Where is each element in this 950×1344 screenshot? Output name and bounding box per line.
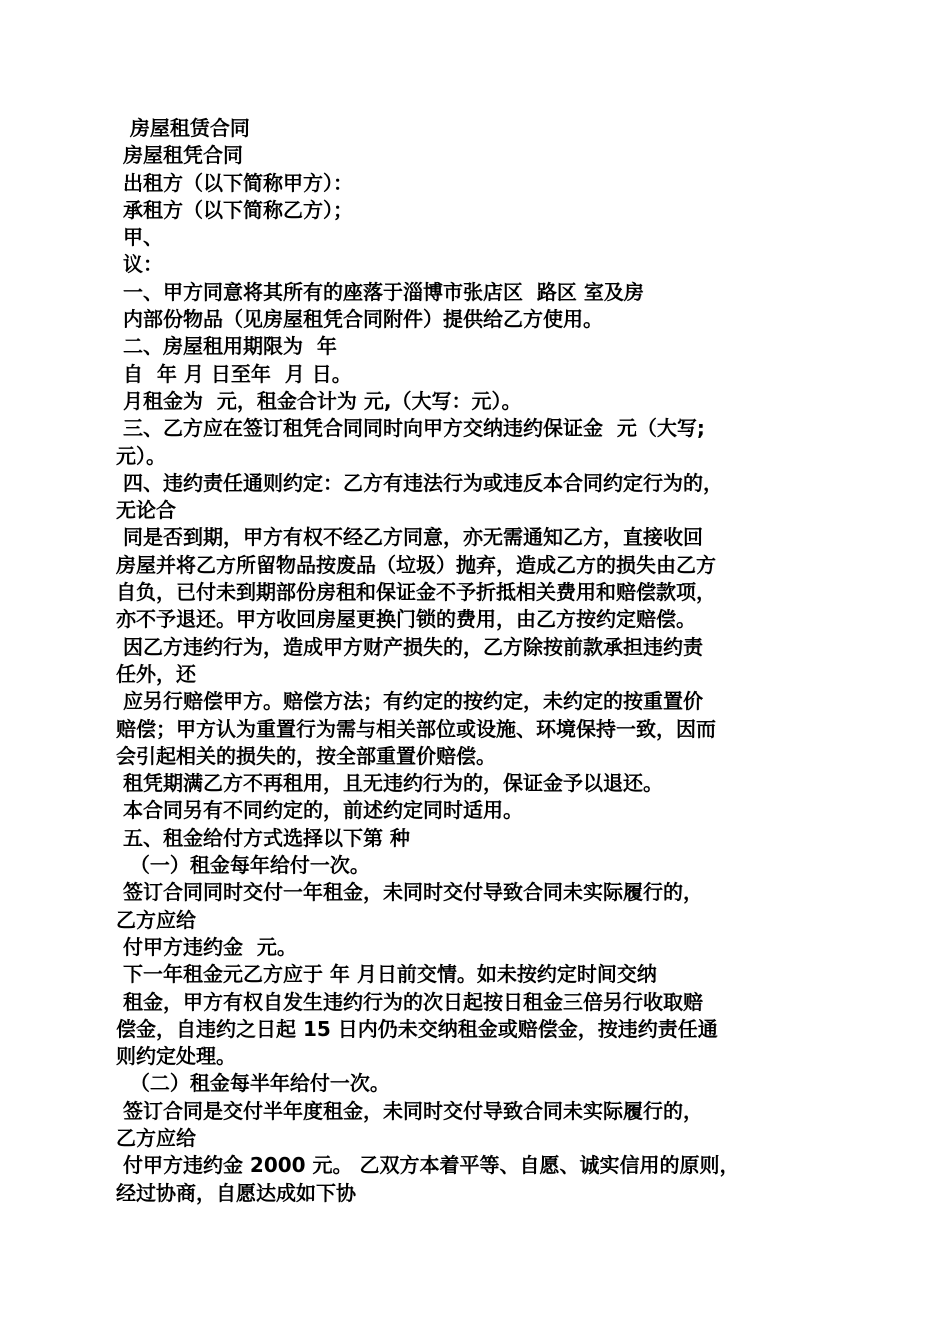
clause-4-line: 应另行赔偿甲方。赔偿方法；有约定的按约定，未约定的按重置价 [116,689,703,714]
clause-4-line: 亦不予退还。甲方收回房屋更换门锁的费用，由乙方按约定赔偿。 [116,607,696,632]
rent-line: 月租金为 元，租金合计为 元,（大写：元）。 [116,388,522,413]
clause-5-line: 签订合同是交付半年度租金，未同时交付导致合同未实际履行的， [116,1098,703,1123]
clause-5-line: 偿金，自违约之日起 15 日内仍未交纳租金或赔偿金，按违约责任通 [116,1016,718,1041]
lessor-line: 出租方（以下简称甲方）： [116,170,353,195]
clause-5-line: 租金，甲方有权自发生违约行为的次日起按日租金三倍另行收取赔 [116,989,703,1014]
clause-3-line: 三、乙方应在签订租凭合同同时向甲方交纳违约保证金 元（大写; [116,416,705,441]
clause-4-line: 同是否到期，甲方有权不经乙方同意，亦无需通知乙方，直接收回 [116,525,703,550]
clause-4-line: 因乙方违约行为，造成甲方财产损失的，乙方除按前款承担违约责 [116,634,703,659]
clause-5-line: 乙方应给 [116,1125,196,1150]
clause-5-line: 五、租金给付方式选择以下第 种 [116,825,410,850]
clause-4-line: 租凭期满乙方不再租用，且无违约行为的，保证金予以退还。 [116,771,663,796]
clause-5-line: 付甲方违约金 元。 [116,934,297,959]
clause-5-line: 下一年租金元乙方应于 年 月日前交情。如未按约定时间交纳 [116,962,657,987]
clause-4-line: 会引起相关的损失的，按全部重置价赔偿。 [116,743,496,768]
doc-title: 房屋租赁合同 [116,116,250,140]
clause-4-line: 本合同另有不同约定的，前述约定同时适用。 [116,798,523,823]
text-line: 甲、 [116,225,163,250]
clause-5-option-1: （一）租金每年给付一次。 [116,853,370,878]
clause-5-line: 签订合同同时交付一年租金，未同时交付导致合同未实际履行的， [116,880,703,905]
clause-2-line: 自 年 月 日至年 月 日。 [116,361,352,386]
clause-4-line: 赔偿；甲方认为重置行为需与相关部位或设施、环境保持一致，因而 [116,716,716,741]
clause-5-line: 乙方应给 [116,907,196,932]
lessee-line: 承租方（以下简称乙方）； [116,197,353,222]
clause-5-line: 经过协商，自愿达成如下协 [116,1180,356,1205]
clause-4-line: 任外，还 [116,661,196,686]
clause-5-option-2: （二）租金每半年给付一次。 [116,1071,390,1096]
clause-1-line: 内部份物品（见房屋租凭合同附件）提供给乙方使用。 [116,307,603,332]
clause-5-line: 则约定处理。 [116,1044,236,1069]
clause-4-line: 自负，已付未到期部份房租和保证金不予折抵相关费用和赔偿款项， [116,580,716,605]
clause-2-line: 二、房屋租用期限为 年 [116,334,337,359]
text-line: 议： [116,252,163,277]
clause-1-line: 一、甲方同意将其所有的座落于淄博市张店区 路区 室及房 [116,279,644,304]
clause-3-line: 元）。 [116,443,166,468]
doc-subtitle: 房屋租凭合同 [116,143,243,168]
clause-4-line: 四、违约责任通则约定：乙方有违法行为或违反本合同约定行为的， [116,470,723,495]
contract-text [116,115,836,1207]
clause-4-line: 房屋并将乙方所留物品按废品（垃圾）抛弃，造成乙方的损失由乙方 [116,552,716,577]
clause-5-line: 付甲方违约金 2000 元。 乙双方本着平等、自愿、诚实信用的原则， [116,1153,740,1178]
clause-4-line: 无论合 [116,498,176,523]
